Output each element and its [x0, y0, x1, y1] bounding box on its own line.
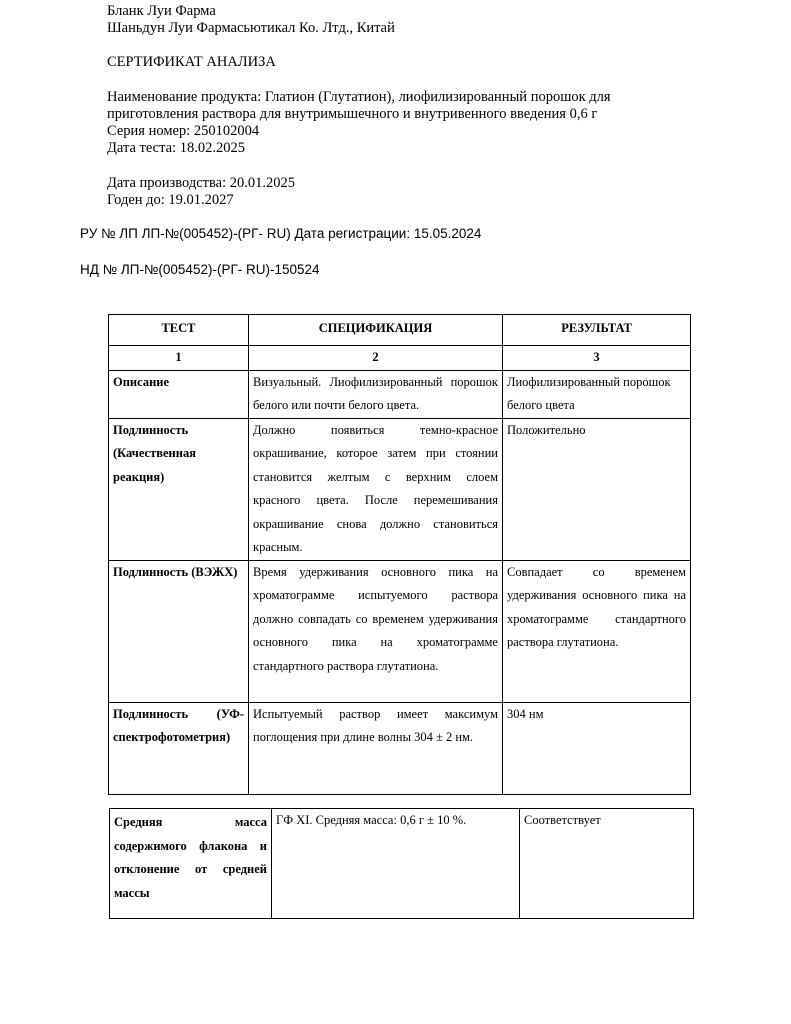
- result: 304 нм: [503, 702, 691, 794]
- column-header-result: РЕЗУЛЬТАТ: [503, 315, 691, 346]
- company-name: Бланк Луи Фарма: [107, 3, 216, 19]
- analysis-table: [108, 314, 691, 795]
- table-row: [109, 560, 691, 702]
- result: Совпадает со временем удерживания основного пика на хроматограмме стандартного раствора глутатиона.: [503, 560, 691, 702]
- result: Положительно: [503, 418, 691, 560]
- nd-line: НД № ЛП-№(005452)-(РГ- RU)-150524: [80, 262, 320, 277]
- mass-table: [109, 808, 694, 919]
- product-name-line1: Наименование продукта: Глатион (Глутатион), лиофилизированный порошок для: [107, 89, 611, 105]
- product-name-line2: приготовления раствора для внутримышечного и внутривенного введения 0,6 г: [107, 106, 598, 122]
- result: Лиофилизированный порошок белого цвета: [503, 370, 691, 418]
- test-name: Средняя масса содержимого флакона и отклонение от средней массы: [110, 809, 272, 919]
- expiry-date: Годен до: 19.01.2027: [107, 192, 234, 208]
- test-name: Описание: [109, 370, 249, 418]
- column-number: 2: [249, 346, 503, 371]
- test-name: Подлинность (ВЭЖХ): [109, 560, 249, 702]
- test-name: Подлинность (Качественная реакция): [109, 418, 249, 560]
- table-row: [109, 418, 691, 560]
- column-header-spec: СПЕЦИФИКАЦИЯ: [249, 315, 503, 346]
- test-date: Дата теста: 18.02.2025: [107, 140, 245, 156]
- column-number: 1: [109, 346, 249, 371]
- company-full-name: Шаньдун Луи Фармасьютикал Ко. Лтд., Китай: [107, 20, 395, 36]
- result: Соответствует: [520, 809, 694, 919]
- registration-line: РУ № ЛП ЛП-№(005452)-(РГ- RU) Дата регистрации: 15.05.2024: [80, 226, 482, 241]
- table-row: [109, 370, 691, 418]
- production-date: Дата производства: 20.01.2025: [107, 175, 295, 191]
- batch-number: Серия номер: 250102004: [107, 123, 260, 139]
- specification: Испытуемый раствор имеет максимум поглощения при длине волны 304 ± 2 нм.: [249, 702, 503, 794]
- document-title: СЕРТИФИКАТ АНАЛИЗА: [107, 54, 276, 70]
- specification: Визуальный. Лиофилизированный порошок белого или почти белого цвета.: [249, 370, 503, 418]
- column-header-test: ТЕСТ: [109, 315, 249, 346]
- table-row: [109, 702, 691, 794]
- test-name: Подлинность (УФ-спектрофотометрия): [109, 702, 249, 794]
- column-number: 3: [503, 346, 691, 371]
- specification: ГФ XI. Средняя масса: 0,6 г ± 10 %.: [272, 809, 520, 919]
- table-row: [110, 809, 694, 919]
- specification: Время удерживания основного пика на хроматограмме испытуемого раствора должно совпадать со временем удерживания основного пика на хроматограмме стандартного раствора глутатиона.: [249, 560, 503, 702]
- specification: Должно появиться темно-красное окрашивание, которое затем при стоянии становится желтым с верхним слоем красного цвета. После перемешивания окрашивание снова должно становиться красным.: [249, 418, 503, 560]
